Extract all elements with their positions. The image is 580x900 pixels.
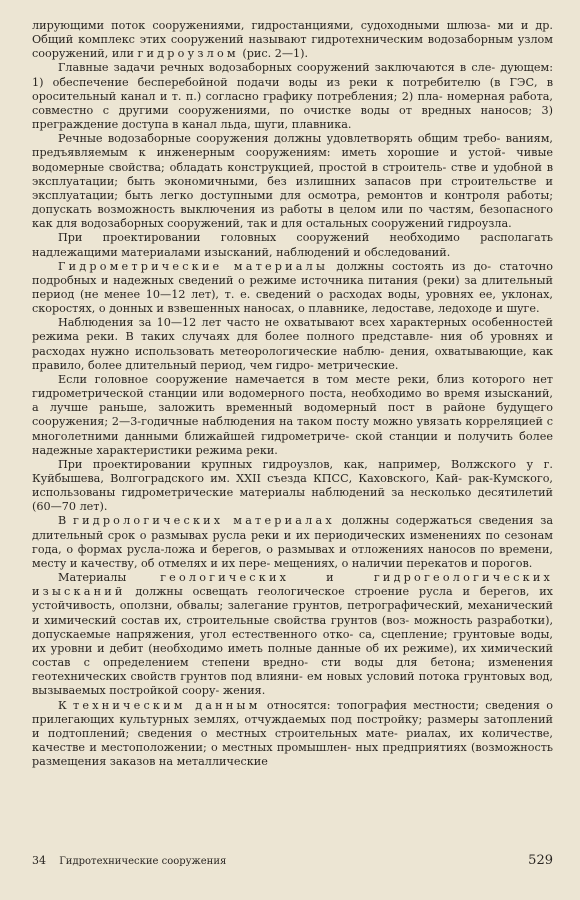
paragraph-text: К [58,698,67,712]
body-text [32,19,553,769]
paragraph-8 [32,458,553,515]
paragraph-5 [32,260,553,317]
emphasized-term: Гидрометрические материалы [58,259,329,273]
paragraph-2 [32,61,553,132]
paragraph-3 [32,132,553,231]
paragraph-9 [32,514,553,571]
paragraph-text: (рис. 2—1). [242,47,309,61]
paragraph-text: При проектировании головных сооружений необходимо располагать надлежащими материалами изысканий, наблюдений и обследований. [32,231,553,259]
footer-left [32,854,226,867]
emphasized-term: геологических и гидрогеологических изысканий [32,571,553,599]
paragraph-4 [32,231,553,259]
paragraph-text: лирующими поток сооружениями, гидростанциями, судоходными шлюза- ми и др. Общий комплекс этих сооружений называют гидротехническим водозаборным узлом сооружений, или [32,19,553,61]
paragraph-1 [32,19,553,61]
paragraph-7 [32,373,553,458]
paragraph-11 [32,699,553,770]
paragraph-text: Главные задачи речных водозаборных сооружений заключаются в сле- дующем: 1) обеспечение бесперебойной подачи воды из реки к потребителю (в ГЭС, в оросительный канал и т. п.) согласно графику потребления; 2) пла- номерная работа, совместно с другими сооружениями, по очистке воды от вредных наносов; 3) преграждение доступа в канал льда, шуги, плавника. [32,61,553,132]
paragraph-6 [32,316,553,373]
running-title: Гидротехнические сооружения [59,856,227,867]
paragraph-text: должны освещать геологическое строение русла и берегов, их устойчивость, оползни, обвалы; залегание грунтов, петрографический, механический и химический состав их, строительные свойства грунтов (воз- можность разработки), допускаемые напряжения, угол естественного отко- са, сцепление; грунтовые воды, их уровни и дебит (необходимо иметь полные данные об их режиме), их химический состав с определением степени вредно- сти воды для бетона; изменения геотехнических свойств грунтов под влияни- ем новых условий потока грунтовых вод, вызываемых постройкой соору- жения. [32,585,553,698]
page-number: 529 [528,853,553,868]
emphasized-term: гидроузлом [137,47,239,61]
emphasized-term: гидрологических материалах [73,514,335,528]
paragraph-text: должны состоять из до- статочно подробных и надежных сведений о режиме источника питания (реки) за длительный период (не менее 10—12 лет), т. е. сведений о расходах воды, уровнях ее, уклонах, скоростях, о донных и взвешенных наносах, о плавнике, ледоставе, ледоходе и шуге. [32,259,553,316]
page-footer [32,853,553,868]
paragraph-text: Если головное сооружение намечается в том месте реки, близ которого нет гидрометрической станции или водомерного поста, необходимо во время изысканий, а лучше раньше, заложить временный водомерный пост в районе будущего сооружения; 2—3-годичные наблюдения на таком посту можно увязать корреляцией с многолетними данными ближайшей гидрометриче- ской станции и получить более надежные характеристики режима реки. [32,372,553,457]
paragraph-text: Речные водозаборные сооружения должны удовлетворять общим требо- ваниям, предъявляемым к инженерным сооружениям: иметь хорошие и устой- чивые водомерные свойства; обладать конструкцией, простой в строитель- стве и удобной в эксплуатации; быть экономичными, без излишних запасов при строительстве и эксплуатации; быть легко доступными для осмотра, ремонтов и контроля работы; допускать возможность выключения из работы в целом или по частям, безопасного как для водозаборных сооружений, так и для остальных сооружений гидроузла. [32,132,553,231]
paragraph-text: В [58,514,67,528]
printer-signature: 34 [32,854,46,867]
paragraph-text: должны содержаться сведения за длительный срок о размывах русла реки и их периодических изменениях по сезонам года, о формах русла-ложа и берегов, о размывах и отложениях наносов по времени, месту и качеству, об отмелях и их пере- мещениях, о наличии перекатов и порогов. [32,514,554,570]
paragraph-text: При проектировании крупных гидроузлов, как, например, Волжского у г. Куйбышева, Волгоградского им. XXII съезда КПСС, Каховского, Кай- рак-Кумского, использованы гидрометрические материалы наблюдений за несколько десятилетий (60—70 лет). [32,457,553,514]
paragraph-text: Наблюдения за 10—12 лет часто не охватывают всех характерных особенностей режима реки. В таких случаях для более полного представле- ния об уровнях и расходах нужно использовать метеорологические наблю- дения, охватывающие, как правило, более длительный период, чем гидро- метрические. [32,316,553,372]
paragraph-text: Материалы [58,571,127,585]
emphasized-term: техническим данным [73,698,261,712]
paragraph-10 [32,571,553,698]
paragraph-text: относятся: топография местности; сведения о прилегающих культурных землях, отчуждаемых под постройку; размеры затоплений и подтоплений; сведения о местных строительных мате- риалах, их количестве, качестве и местоположении; о местных промышлен- ных предприятиях (возможность размещения заказов на металлические [32,698,554,769]
